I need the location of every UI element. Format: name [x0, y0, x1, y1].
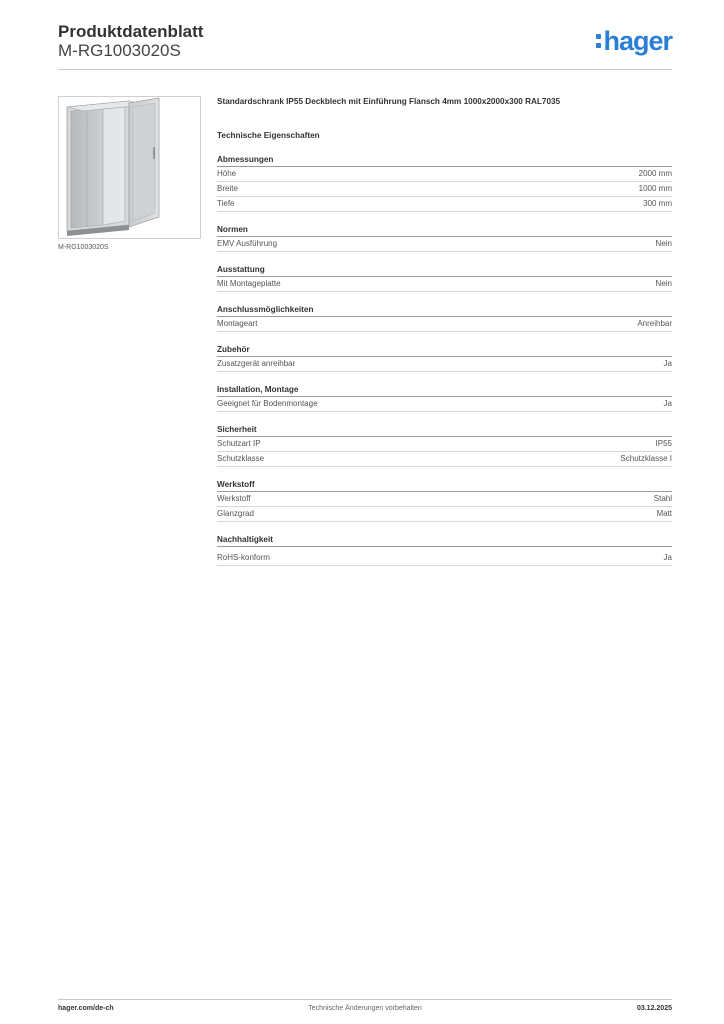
property-group-title: Normen	[217, 224, 672, 237]
property-value: 300 mm	[643, 199, 672, 208]
property-label: Zusatzgerät anreihbar	[217, 359, 296, 368]
property-value: Schutzklasse I	[620, 454, 672, 463]
logo-colon-icon	[596, 34, 601, 48]
property-label: Werkstoff	[217, 494, 251, 503]
property-label: RoHS-konform	[217, 553, 270, 562]
product-details	[217, 96, 672, 566]
property-row	[217, 551, 672, 566]
property-group	[217, 154, 672, 212]
product-code: M-RG1003020S	[58, 41, 181, 60]
property-row	[217, 277, 672, 292]
property-row	[217, 397, 672, 412]
property-value: Ja	[663, 359, 672, 368]
property-value: Ja	[663, 399, 672, 408]
property-value: Stahl	[653, 494, 672, 503]
property-row	[217, 492, 672, 507]
property-value: Matt	[656, 509, 672, 518]
property-row	[217, 437, 672, 452]
page-footer	[58, 999, 672, 1014]
document-title: Produktdatenblatt	[58, 22, 204, 41]
property-label: Tiefe	[217, 199, 235, 208]
property-value: IP55	[655, 439, 672, 448]
property-value: Ja	[663, 553, 672, 562]
property-label: Geeignet für Bodenmontage	[217, 399, 318, 408]
property-label: Glanzgrad	[217, 509, 254, 518]
property-label: Höhe	[217, 169, 237, 178]
property-group-title: Abmessungen	[217, 154, 672, 167]
property-group-title: Zubehör	[217, 344, 672, 357]
page-header	[58, 22, 672, 70]
property-label: Breite	[217, 184, 238, 193]
property-value: Nein	[655, 239, 672, 248]
property-group	[217, 224, 672, 252]
property-group	[217, 344, 672, 372]
hager-logo	[596, 26, 672, 56]
cabinet-illustration	[59, 97, 200, 238]
image-caption: M-RG1003020S	[58, 244, 109, 251]
footer-notice: Technische Änderungen vorbehalten	[308, 1005, 422, 1012]
property-value: Nein	[655, 279, 672, 288]
property-row	[217, 167, 672, 182]
property-label: EMV Ausführung	[217, 239, 278, 248]
property-label: Montageart	[217, 319, 258, 328]
footer-website[interactable]: hager.com/de-ch	[58, 1005, 114, 1012]
footer-date: 03.12.2025	[636, 1005, 672, 1012]
property-group-title: Werkstoff	[217, 479, 672, 492]
product-description: Standardschrank IP55 Deckblech mit Einführung Flansch 4mm 1000x2000x300 RAL7035	[217, 97, 561, 106]
property-group	[217, 534, 672, 566]
property-group-title: Sicherheit	[217, 424, 672, 437]
property-group	[217, 479, 672, 522]
property-value: 2000 mm	[638, 169, 672, 178]
property-group	[217, 424, 672, 467]
property-group-title: Ausstattung	[217, 264, 672, 277]
property-row	[217, 197, 672, 212]
cabinet-image	[58, 96, 201, 239]
property-label: Mit Montageplatte	[217, 279, 281, 288]
property-group	[217, 384, 672, 412]
property-label: Schutzart IP	[217, 439, 261, 448]
property-value: 1000 mm	[638, 184, 672, 193]
property-value: Anreihbar	[637, 319, 672, 328]
property-row	[217, 507, 672, 522]
property-row	[217, 237, 672, 252]
logo-text: hager	[603, 26, 672, 56]
property-group	[217, 264, 672, 292]
technical-properties-heading: Technische Eigenschaften	[217, 131, 320, 140]
property-group-title: Installation, Montage	[217, 384, 672, 397]
property-group	[217, 304, 672, 332]
property-group-title: Nachhaltigkeit	[217, 534, 672, 547]
property-label: Schutzklasse	[217, 454, 265, 463]
property-row	[217, 317, 672, 332]
property-group-title: Anschlussmöglichkeiten	[217, 304, 672, 317]
property-row	[217, 182, 672, 197]
property-groups	[217, 154, 672, 566]
property-row	[217, 452, 672, 467]
property-row	[217, 357, 672, 372]
